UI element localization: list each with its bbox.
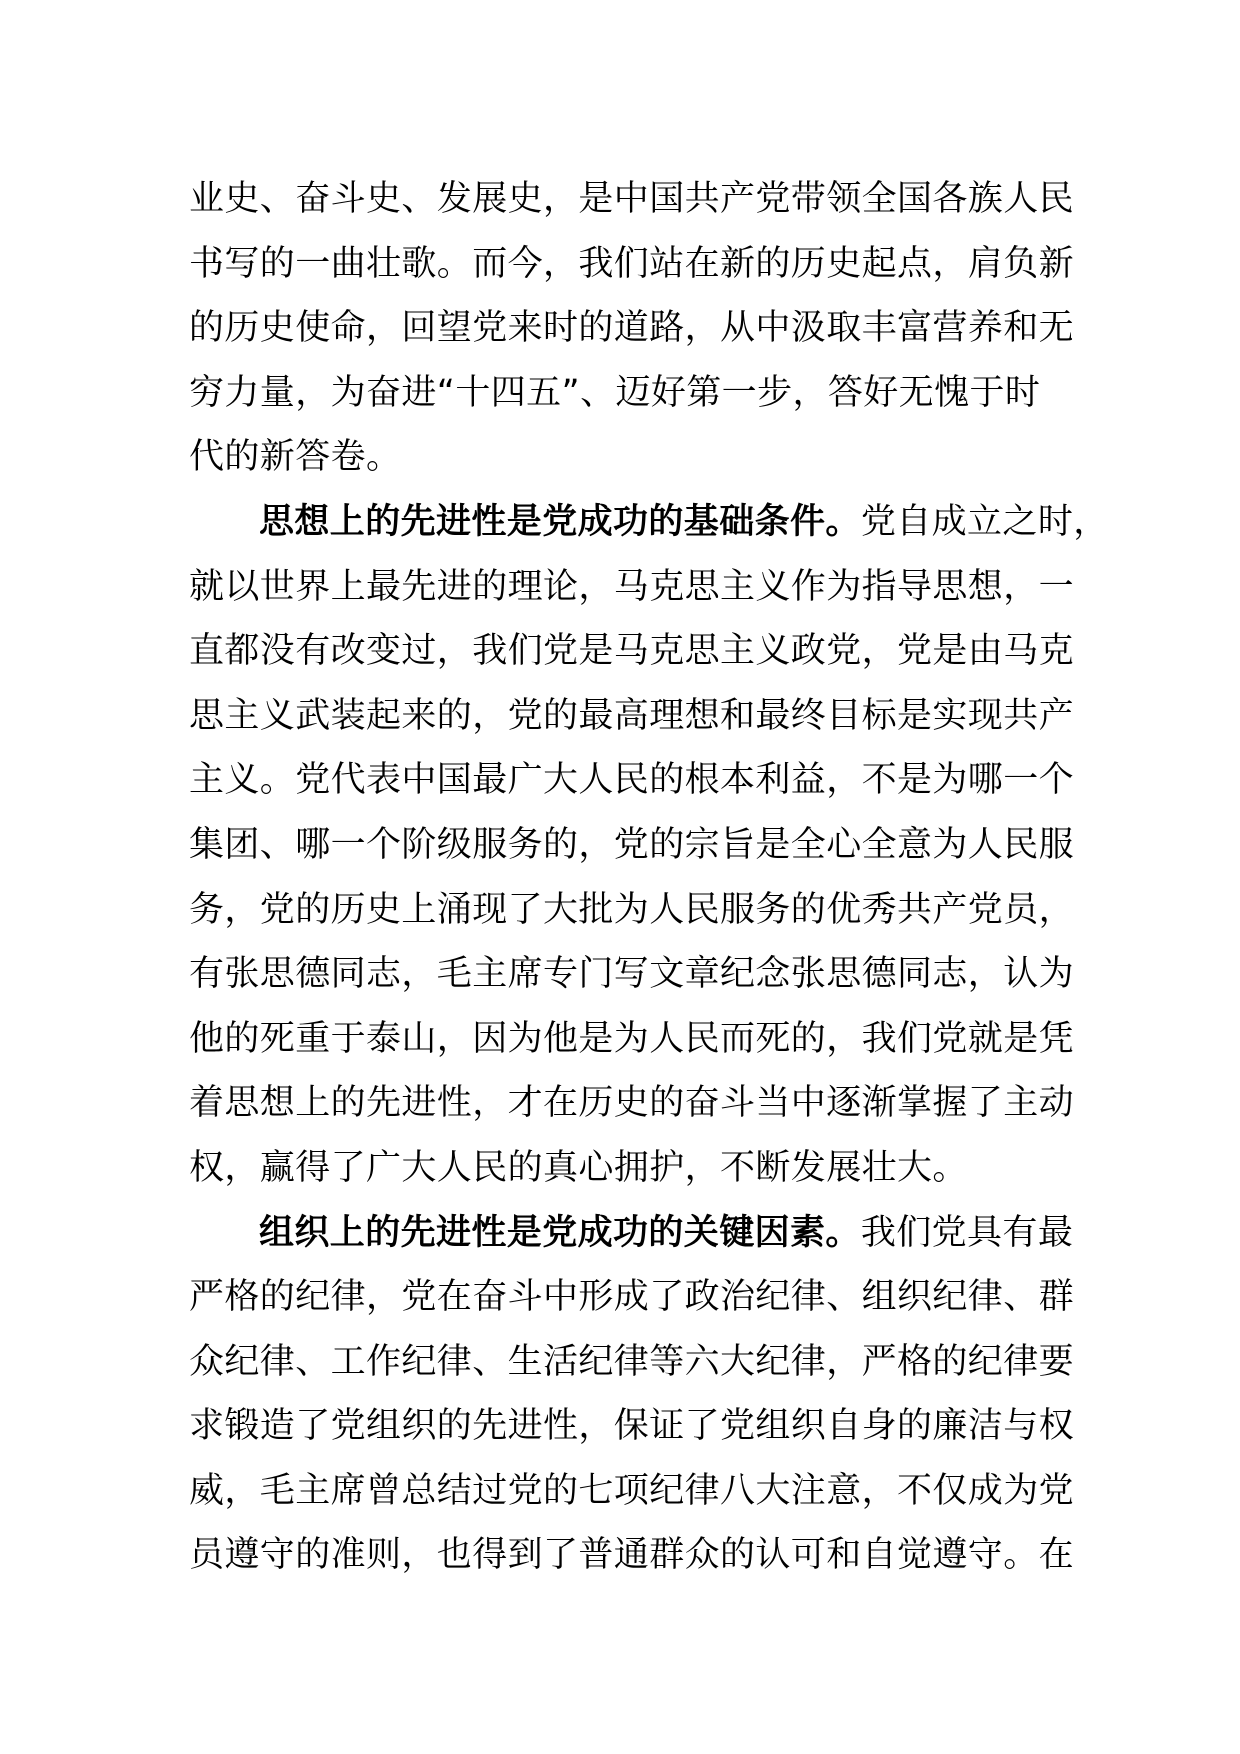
paragraph-line: 业史、奋斗史、发展史，是中国共产党带领全国各族人民 bbox=[189, 179, 1075, 219]
paragraph-first-line bbox=[189, 1201, 1074, 1266]
paragraph-line: 严格的纪律，党在奋斗中形成了政治纪律、组织纪律、群 bbox=[189, 1277, 1075, 1318]
paragraph-line: 权，赢得了广大人民的真心拥护，不断发展壮大。 bbox=[189, 1147, 968, 1188]
document-body bbox=[189, 167, 1109, 1588]
paragraph-heading: 组织上的先进性是党成功的关键因素。 bbox=[259, 1212, 861, 1253]
paragraph-line: 主义。党代表中国最广大人民的根本利益，不是为哪一个 bbox=[189, 760, 1075, 801]
paragraph-heading: 思想上的先进性是党成功的基础条件。 bbox=[259, 501, 861, 542]
paragraph-line: 众纪律、工作纪律、生活纪律等六大纪律，严格的纪律要 bbox=[189, 1341, 1075, 1382]
paragraph-first-line bbox=[189, 490, 1109, 555]
paragraph-line: 穷力量，为奋进“十四五”、迈好第一步，答好无愧于时 bbox=[189, 372, 1041, 413]
paragraph-line: 直都没有改变过，我们党是马克思主义政党，党是由马克 bbox=[189, 631, 1075, 672]
paragraph-line: 代的新答卷。 bbox=[189, 437, 402, 478]
paragraph-line: 书写的一曲壮歌。而今，我们站在新的历史起点，肩负新 bbox=[189, 243, 1075, 284]
paragraph-line: 的历史使命，回望党来时的道路，从中汲取丰富营养和无 bbox=[189, 308, 1075, 349]
paragraph-line: 他的死重于泰山，因为他是为人民而死的，我们党就是凭 bbox=[189, 1018, 1075, 1059]
paragraph-line: 务，党的历史上涌现了大批为人民服务的优秀共产党员， bbox=[189, 889, 1075, 930]
paragraph-3 bbox=[189, 1201, 1075, 1589]
paragraph-2 bbox=[189, 490, 1109, 1201]
paragraph-line: 求锻造了党组织的先进性，保证了党组织自身的廉洁与权 bbox=[189, 1406, 1075, 1447]
paragraph-1 bbox=[189, 167, 1075, 490]
paragraph-line: 员遵守的准则，也得到了普通群众的认可和自觉遵守。在 bbox=[189, 1535, 1075, 1576]
paragraph-line: 集团、哪一个阶级服务的，党的宗旨是全心全意为人民服 bbox=[189, 824, 1075, 865]
paragraph-line: 威，毛主席曾总结过党的七项纪律八大注意，不仅成为党 bbox=[189, 1470, 1075, 1511]
paragraph-line: 就以世界上最先进的理论，马克思主义作为指导思想，一 bbox=[189, 566, 1075, 607]
paragraph-first-line-text: 党自成立之时， bbox=[860, 501, 1109, 542]
paragraph-line: 有张思德同志，毛主席专门写文章纪念张思德同志，认为 bbox=[189, 954, 1075, 995]
paragraph-line: 思主义武装起来的，党的最高理想和最终目标是实现共产 bbox=[189, 695, 1075, 736]
paragraph-first-line-text: 我们党具有最 bbox=[860, 1212, 1074, 1253]
paragraph-line: 着思想上的先进性，才在历史的奋斗当中逐渐掌握了主动 bbox=[189, 1083, 1075, 1124]
